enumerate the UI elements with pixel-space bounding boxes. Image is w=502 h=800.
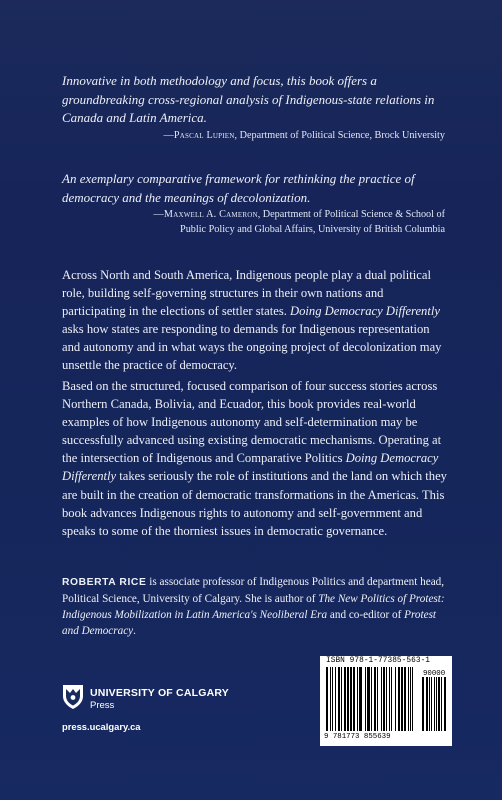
barcode-bar bbox=[374, 667, 376, 731]
barcode-bar bbox=[357, 667, 358, 731]
barcode-bar bbox=[338, 667, 340, 731]
barcode-bar bbox=[398, 667, 400, 731]
endorser-name-1: —Pascal Lupien bbox=[163, 130, 235, 141]
barcode-bar bbox=[365, 667, 366, 731]
publisher-name: UNIVERSITY OF CALGARY bbox=[90, 687, 229, 699]
barcode-bar bbox=[404, 667, 406, 731]
description-paragraph-2 bbox=[62, 377, 447, 540]
publisher-logo bbox=[62, 684, 242, 744]
description-paragraph-1 bbox=[62, 266, 447, 375]
barcode-bar bbox=[341, 667, 342, 731]
endorsement-quote-1: Innovative in both methodology and focus, this book offers a groundbreaking cross-regional analysis of Indigenous-state relations in Canada and Latin America. bbox=[62, 73, 435, 125]
endorsement-attribution-1 bbox=[164, 128, 445, 143]
endorsement-attribution-2 bbox=[154, 207, 445, 237]
isbn-label: ISBN 978-1-77385-563-1 bbox=[326, 657, 431, 665]
endorser-affiliation-1: , Department of Political Science, Brock University bbox=[234, 130, 445, 141]
barcode-bars bbox=[326, 667, 448, 733]
barcode-bar bbox=[389, 667, 390, 731]
barcode-bar bbox=[410, 667, 411, 731]
barcode-bar bbox=[332, 667, 333, 731]
barcode-bar bbox=[347, 667, 349, 731]
publisher-imprint: Press bbox=[90, 700, 115, 711]
endorsement-quote-2: An exemplary comparative framework for rethinking the practice of democracy and the meanings of decolonization. bbox=[62, 171, 415, 205]
endorser-affiliation-2: , Department of Political Science & School of bbox=[257, 209, 445, 220]
book-title: Doing Democracy Differently bbox=[290, 304, 440, 319]
barcode-addon-bar bbox=[429, 677, 430, 731]
isbn-barcode bbox=[320, 656, 452, 746]
barcode-bar bbox=[371, 667, 372, 731]
description-text: asks how states are responding to demands for Indigenous representation and autonomy and in what ways the ongoing project of decolonization may unsettle the practice of democracy. bbox=[62, 322, 442, 373]
barcode-bar bbox=[335, 667, 336, 731]
barcode-addon-bar bbox=[431, 677, 432, 731]
description-text: Based on the structured, focused comparison of four success stories across Northern Canada, Bolivia, and Ecuador, this book provides real-world examples of how Indigenous autonomy and self-determination may be successfully advanced using existing democratic mechanisms. Operating at the intersection of Indigenous and Comparative Politics bbox=[62, 379, 442, 466]
barcode-number: 9 781773 855639 bbox=[324, 733, 391, 741]
barcode-addon-bar bbox=[444, 677, 446, 731]
bio-book-title: The New Politics of Protest: Indigenous Mobilization in Latin America's Neoliberal Era bbox=[62, 593, 445, 621]
barcode-addon-bar bbox=[438, 677, 440, 731]
barcode-addon-bar bbox=[422, 677, 424, 731]
barcode-bar bbox=[344, 667, 346, 731]
publisher-url[interactable]: press.ucalgary.ca bbox=[62, 721, 141, 732]
barcode-bar bbox=[350, 667, 352, 731]
barcode-bar bbox=[412, 667, 413, 731]
barcode-bar bbox=[386, 667, 387, 731]
bio-text: . bbox=[133, 625, 136, 637]
endorser-affiliation-2-line2: Public Policy and Global Affairs, University of British Columbia bbox=[180, 224, 445, 235]
barcode-bar bbox=[359, 667, 362, 731]
barcode-addon-bar bbox=[441, 677, 442, 731]
bio-text: and co-editor of bbox=[327, 609, 405, 621]
bio-text: is associate professor of Indigenous Politics and department head, Political Science, University of Calgary. She is author of bbox=[62, 576, 445, 605]
author-name: ROBERTA RICE bbox=[62, 577, 147, 588]
barcode-bar bbox=[383, 667, 385, 731]
shield-icon bbox=[62, 684, 84, 710]
barcode-addon-bar bbox=[434, 677, 435, 731]
barcode-bar bbox=[401, 667, 403, 731]
barcode-addon-bar bbox=[436, 677, 437, 731]
description-text: Across North and South America, Indigenous people play a dual political role, building self-governing structures in their own nations and participating in the elections of settler states. bbox=[62, 268, 431, 319]
barcode-bar bbox=[395, 667, 396, 731]
book-title: Doing Democracy Differently bbox=[62, 451, 439, 484]
barcode-bar bbox=[353, 667, 355, 731]
barcode-bar bbox=[367, 667, 370, 731]
barcode-addon-number: 90000 bbox=[423, 670, 446, 678]
bio-book-title: Protest and Democracy bbox=[62, 609, 437, 637]
barcode-addon-bar bbox=[426, 677, 428, 731]
barcode-bar bbox=[391, 667, 392, 731]
endorser-name-2: —Maxwell A. Cameron bbox=[153, 209, 258, 220]
barcode-bar bbox=[330, 667, 331, 731]
description-text: takes seriously the role of institutions and the land on which they are built in the creation of democratic transformations in the Americas. This book advances Indigenous rights to autonomy and self-government and speaks to some of the thorniest issues in democratic governance. bbox=[62, 469, 447, 538]
barcode-bar bbox=[377, 667, 378, 731]
barcode-bar bbox=[381, 667, 382, 731]
author-bio bbox=[62, 574, 450, 639]
barcode-bar bbox=[408, 667, 409, 731]
barcode-bar bbox=[326, 667, 328, 731]
